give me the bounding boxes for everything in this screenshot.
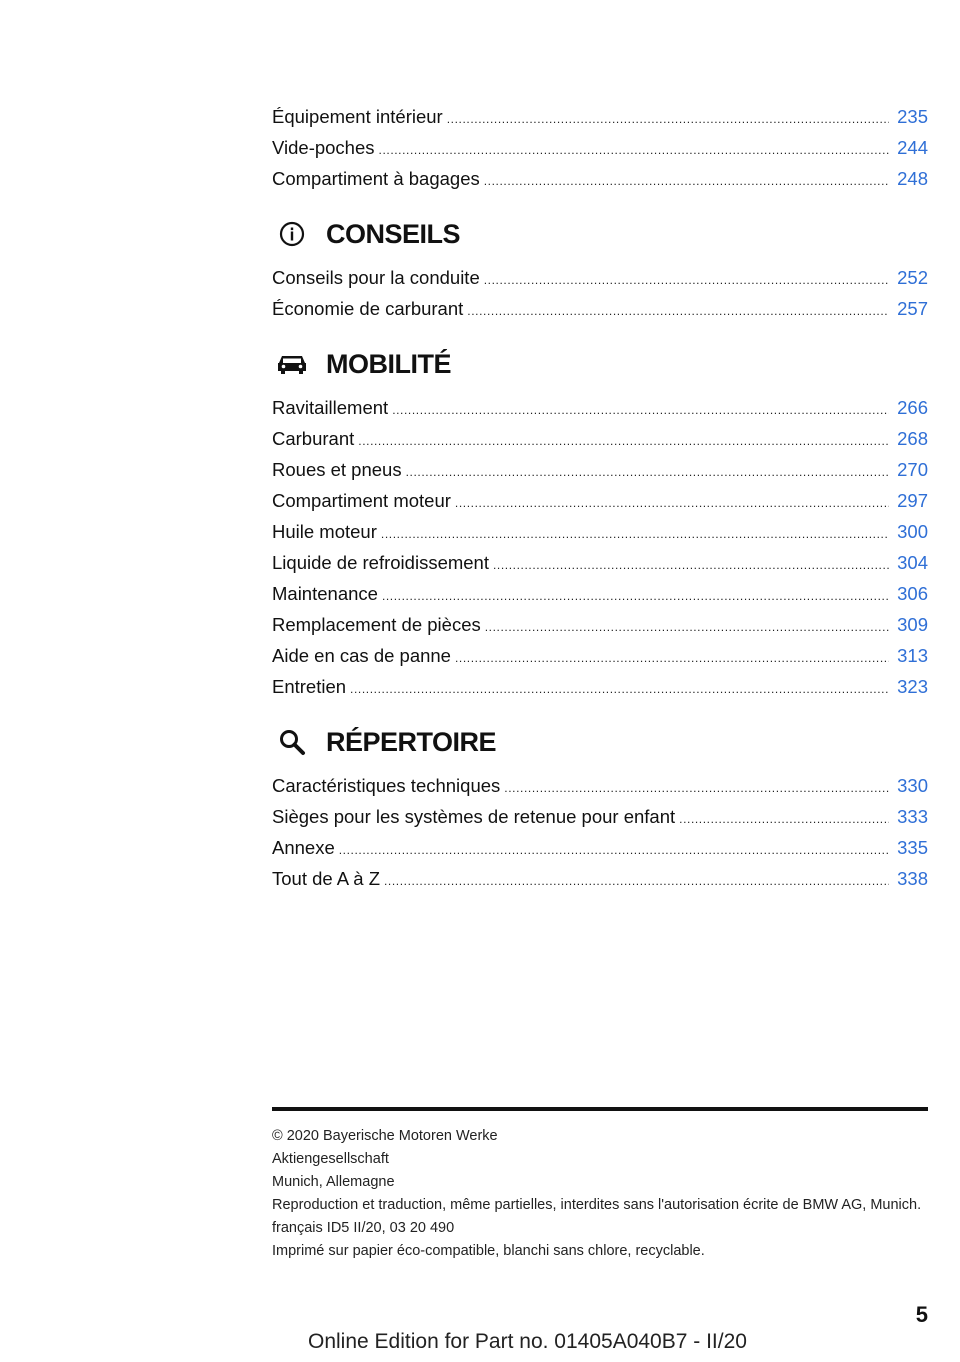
toc-page-link[interactable]: 257 [897, 298, 928, 319]
dot-leader [392, 395, 889, 426]
toc-page-link[interactable]: 268 [897, 428, 928, 449]
dot-leader [485, 612, 889, 643]
section-title: CONSEILS [326, 218, 461, 249]
toc-section [272, 206, 928, 324]
search-icon [272, 722, 312, 762]
toc-page-link[interactable]: 297 [897, 490, 928, 511]
car-icon [272, 344, 312, 384]
toc-entry-label: Carburant [272, 428, 355, 449]
dot-leader [484, 166, 889, 197]
intro-entry-list [272, 101, 928, 194]
toc-entry-label: Compartiment moteur [272, 490, 451, 511]
toc-entry-label: Entretien [272, 676, 347, 697]
section-heading [272, 714, 928, 770]
toc-page-link[interactable]: 313 [897, 645, 928, 666]
toc-entry[interactable] [272, 863, 928, 894]
toc-page-link[interactable]: 323 [897, 676, 928, 697]
imprint-line: Reproduction et traduction, même partielles, interdites sans l'autorisation écrite de BMW AG, Munich. [272, 1197, 922, 1213]
toc-page-link[interactable]: 270 [897, 459, 928, 480]
toc-entry[interactable] [272, 262, 928, 293]
dot-leader [455, 488, 889, 519]
toc-entry[interactable] [272, 832, 928, 863]
section-title: MOBILITÉ [326, 348, 451, 379]
toc-entry-label: Vide-poches [272, 137, 375, 158]
toc-page-link[interactable]: 304 [897, 552, 928, 573]
section-heading [272, 206, 928, 262]
section-heading [272, 336, 928, 392]
dot-leader [679, 804, 889, 835]
dot-leader [384, 866, 889, 897]
toc-entry[interactable] [272, 101, 928, 132]
dot-leader [447, 104, 889, 135]
toc-entry[interactable] [272, 132, 928, 163]
toc-page-link[interactable]: 235 [897, 106, 928, 127]
toc-entry[interactable] [272, 770, 928, 801]
imprint-line: Munich, Allemagne [272, 1174, 395, 1190]
toc-entry-label: Huile moteur [272, 521, 377, 542]
toc-page-link[interactable]: 248 [897, 168, 928, 189]
toc-entry-label: Compartiment à bagages [272, 168, 480, 189]
footer-edition: Online Edition for Part no. 01405A040B7 - II/20 [308, 1330, 747, 1353]
dot-leader [382, 581, 889, 612]
dot-leader [358, 426, 889, 457]
dot-leader [467, 296, 889, 327]
toc-entry[interactable] [272, 485, 928, 516]
toc-entry[interactable] [272, 801, 928, 832]
toc-entry[interactable] [272, 423, 928, 454]
section-list [272, 206, 928, 894]
toc-page-link[interactable]: 338 [897, 868, 928, 889]
toc-section [272, 336, 928, 702]
toc-entry-label: Conseils pour la conduite [272, 267, 480, 288]
info-icon [272, 214, 312, 254]
imprint-line: Imprimé sur papier éco-compatible, blanchi sans chlore, recyclable. [272, 1243, 705, 1259]
footer-rule [272, 1107, 928, 1111]
dot-leader [493, 550, 889, 581]
toc-page-link[interactable]: 266 [897, 397, 928, 418]
toc-entry-label: Liquide de refroidissement [272, 552, 489, 573]
toc-page-link[interactable]: 330 [897, 775, 928, 796]
toc-page-link[interactable]: 333 [897, 806, 928, 827]
dot-leader [455, 643, 889, 674]
toc-entry[interactable] [272, 516, 928, 547]
toc-entry-label: Économie de carburant [272, 298, 464, 319]
toc-entry-label: Équipement intérieur [272, 106, 443, 127]
toc-entry[interactable] [272, 609, 928, 640]
toc-entry-label: Roues et pneus [272, 459, 402, 480]
imprint [272, 1125, 928, 1263]
toc-section [272, 714, 928, 894]
toc-page-link[interactable]: 252 [897, 267, 928, 288]
toc-entry[interactable] [272, 578, 928, 609]
toc-entry-label: Sièges pour les systèmes de retenue pour enfant [272, 806, 676, 827]
toc-entry-label: Ravitaillement [272, 397, 389, 418]
toc-entry[interactable] [272, 392, 928, 423]
imprint-line: © 2020 Bayerische Motoren Werke [272, 1128, 498, 1144]
dot-leader [504, 773, 889, 804]
toc-entry-label: Remplacement de pièces [272, 614, 481, 635]
toc-entry-label: Tout de A à Z [272, 868, 380, 889]
dot-leader [484, 265, 889, 296]
toc-page-link[interactable]: 309 [897, 614, 928, 635]
toc-entry[interactable] [272, 671, 928, 702]
imprint-line: Aktiengesellschaft [272, 1151, 389, 1167]
toc-page-link[interactable]: 244 [897, 137, 928, 158]
toc-page-link[interactable]: 300 [897, 521, 928, 542]
toc-page-link[interactable]: 335 [897, 837, 928, 858]
toc-entry[interactable] [272, 163, 928, 194]
dot-leader [350, 674, 889, 705]
table-of-contents [272, 101, 928, 894]
page-number: 5 [915, 1302, 928, 1327]
toc-entry[interactable] [272, 547, 928, 578]
imprint-line: français ID5 II/20, 03 20 490 [272, 1220, 455, 1236]
toc-entry-label: Caractéristiques techniques [272, 775, 501, 796]
toc-entry-label: Aide en cas de panne [272, 645, 451, 666]
toc-entry-label: Annexe [272, 837, 335, 858]
toc-entry[interactable] [272, 454, 928, 485]
toc-entry[interactable] [272, 293, 928, 324]
toc-page-link[interactable]: 306 [897, 583, 928, 604]
dot-leader [339, 835, 889, 866]
section-title: RÉPERTOIRE [326, 726, 497, 757]
dot-leader [379, 135, 890, 166]
toc-entry-label: Maintenance [272, 583, 378, 604]
dot-leader [406, 457, 890, 488]
toc-entry[interactable] [272, 640, 928, 671]
dot-leader [381, 519, 889, 550]
